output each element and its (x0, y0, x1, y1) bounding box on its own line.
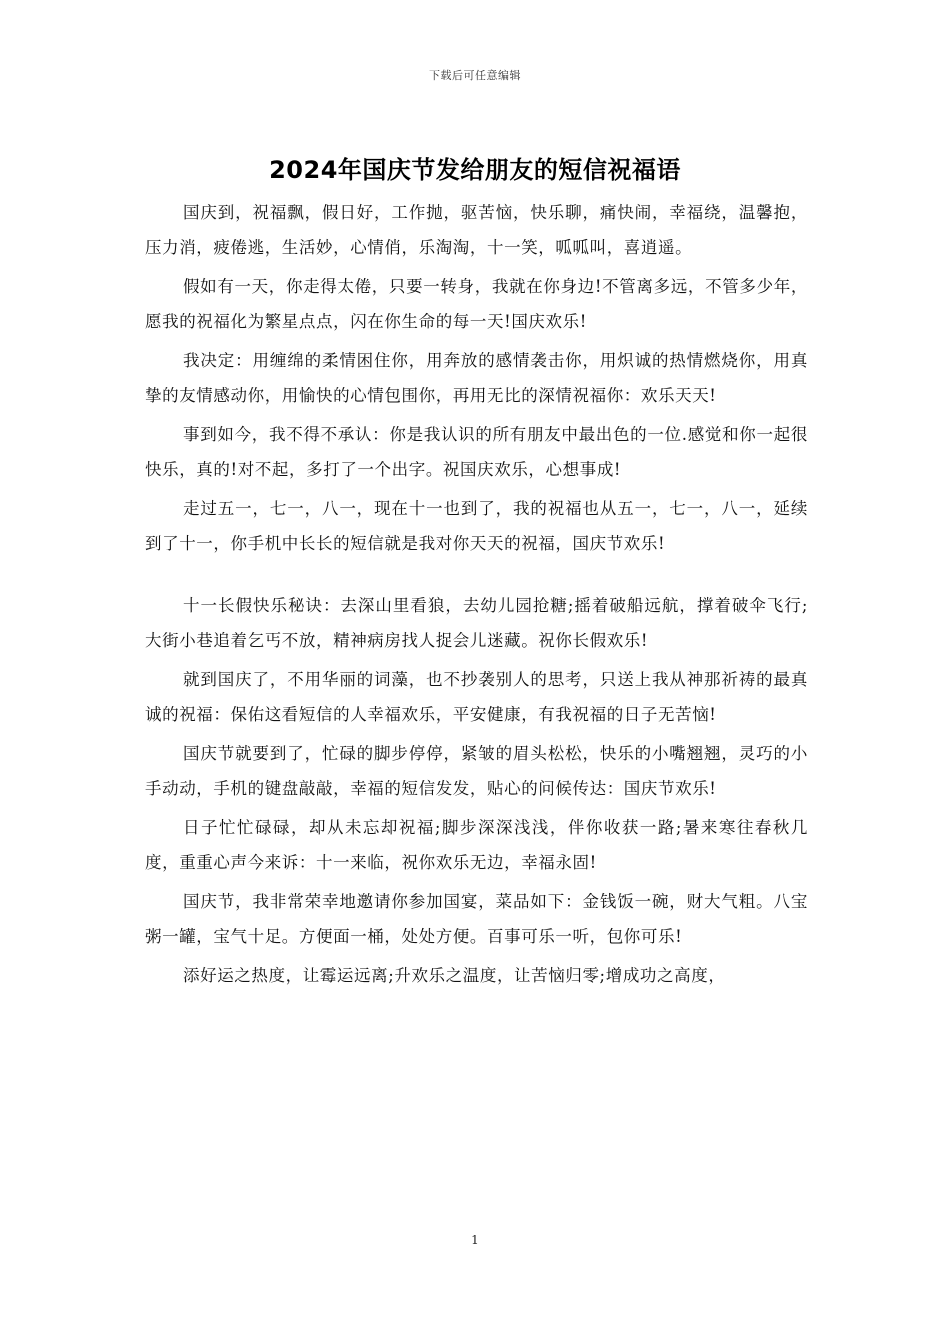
paragraph: 国庆节，我非常荣幸地邀请你参加国宴，菜品如下：金钱饭一碗，财大气粗。八宝粥一罐，宝气十足。方便面一桶，处处方便。百事可乐一听，包你可乐! (145, 892, 808, 946)
document-title: 2024年国庆节发给朋友的短信祝福语 (269, 156, 681, 184)
paragraph: 十一长假快乐秘诀：去深山里看狼，去幼儿园抢糖;摇着破船远航，撑着破伞飞行;大街小巷追着乞丐不放，精神病房找人捉会儿迷藏。祝你长假欢乐! (145, 596, 808, 650)
paragraph: 国庆到，祝福飘，假日好，工作抛，驱苦恼，快乐聊，痛快闹，幸福绕，温馨抱，压力消，疲倦逃，生活妙，心情俏，乐淘淘，十一笑，呱呱叫，喜逍遥。 (145, 203, 808, 257)
paragraph: 日子忙忙碌碌，却从未忘却祝福;脚步深深浅浅，伴你收获一路;暑来寒往春秋几度，重重心声今来诉：十一来临，祝你欢乐无边，幸福永固! (145, 818, 808, 872)
paragraph: 添好运之热度，让霉运远离;升欢乐之温度，让苦恼归零;增成功之高度， (183, 966, 726, 985)
paragraph: 假如有一天，你走得太倦，只要一转身，我就在你身边!不管离多远，不管多少年，愿我的祝福化为繁星点点，闪在你生命的每一天!国庆欢乐! (145, 277, 808, 331)
paragraph: 国庆节就要到了，忙碌的脚步停停，紧皱的眉头松松，快乐的小嘴翘翘，灵巧的小手动动，手机的键盘敲敲，幸福的短信发发，贴心的问候传达：国庆节欢乐! (145, 744, 808, 798)
paragraph: 走过五一，七一，八一，现在十一也到了，我的祝福也从五一，七一，八一，延续到了十一，你手机中长长的短信就是我对你天天的祝福，国庆节欢乐! (145, 499, 808, 553)
header-note: 下载后可任意编辑 (429, 69, 521, 82)
page-number: 1 (471, 1233, 479, 1247)
paragraph: 事到如今，我不得不承认：你是我认识的所有朋友中最出色的一位.感觉和你一起很快乐，真的!对不起，多打了一个出字。祝国庆欢乐，心想事成! (145, 425, 808, 479)
paragraph: 就到国庆了，不用华丽的词藻，也不抄袭别人的思考，只送上我从神那祈祷的最真诚的祝福：保佑这看短信的人幸福欢乐，平安健康，有我祝福的日子无苦恼! (145, 670, 808, 724)
document-body (145, 196, 808, 999)
paragraph: 我决定：用缠绵的柔情困住你，用奔放的感情袭击你，用炽诚的热情燃烧你，用真挚的友情感动你，用愉快的心情包围你，再用无比的深情祝福你：欢乐天天! (145, 351, 808, 405)
